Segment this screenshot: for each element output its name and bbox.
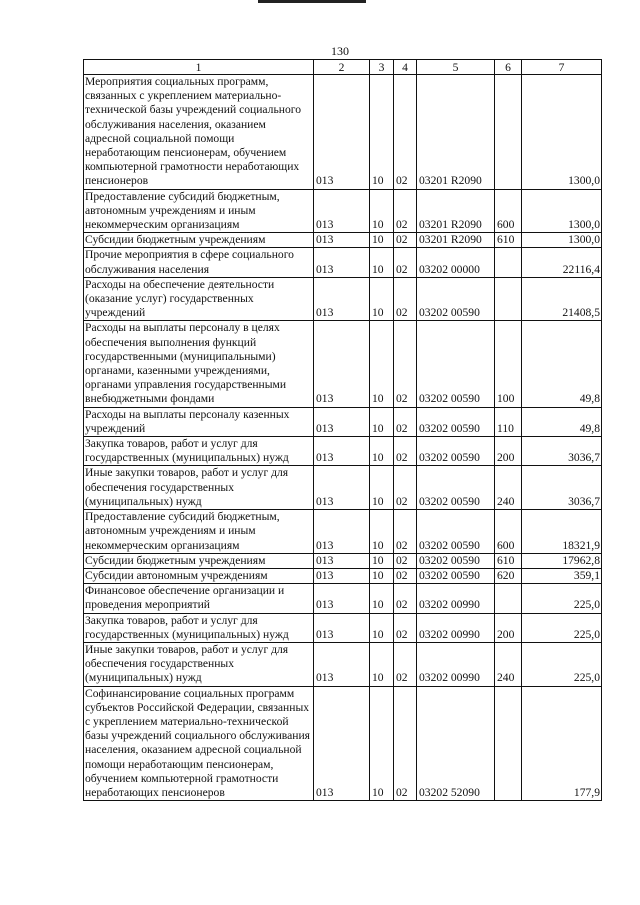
row-col-3: 10	[370, 75, 394, 190]
row-name: Мероприятия социальных программ, связанных с укреплением материально-технической базы учреждений социального обслуживания населения, оказанием адресной социальной помощи неработающим пенсионерам, обучением компьютерной грамотности неработающих пенсионеров	[84, 75, 314, 190]
page-number: 130	[331, 44, 349, 58]
table-row	[84, 407, 602, 436]
row-col-2: 013	[314, 686, 370, 801]
row-col-2: 013	[314, 407, 370, 436]
row-col-5: 03202 00590	[417, 466, 495, 510]
header-col-1: 1	[84, 60, 314, 75]
row-col-2: 013	[314, 553, 370, 568]
row-col-6: 600	[495, 189, 522, 233]
table-row	[84, 568, 602, 583]
row-name: Финансовое обеспечение организации и проведения мероприятий	[84, 584, 314, 613]
row-amount: 177,9	[522, 686, 602, 801]
row-name: Иные закупки товаров, работ и услуг для обеспечения государственных (муниципальных) нужд	[84, 642, 314, 686]
row-col-5: 03202 00590	[417, 437, 495, 466]
row-col-5: 03202 00990	[417, 613, 495, 642]
row-col-3: 10	[370, 686, 394, 801]
table-row	[84, 553, 602, 568]
table-row	[84, 613, 602, 642]
row-col-6: 600	[495, 510, 522, 554]
row-col-5: 03202 00590	[417, 407, 495, 436]
row-col-5: 03202 00590	[417, 510, 495, 554]
header-col-5: 5	[417, 60, 495, 75]
row-col-6	[495, 277, 522, 321]
table-row	[84, 510, 602, 554]
row-col-6: 110	[495, 407, 522, 436]
row-col-6: 240	[495, 466, 522, 510]
row-col-5: 03202 00000	[417, 248, 495, 277]
row-amount: 3036,7	[522, 466, 602, 510]
row-col-3: 10	[370, 613, 394, 642]
header-col-3: 3	[370, 60, 394, 75]
row-col-2: 013	[314, 321, 370, 407]
row-col-2: 013	[314, 642, 370, 686]
row-col-3: 10	[370, 437, 394, 466]
row-col-4: 02	[394, 248, 417, 277]
row-col-6	[495, 248, 522, 277]
row-col-6	[495, 75, 522, 190]
row-name: Иные закупки товаров, работ и услуг для обеспечения государственных (муниципальных) нужд	[84, 466, 314, 510]
row-col-2: 013	[314, 613, 370, 642]
row-col-4: 02	[394, 189, 417, 233]
row-name: Субсидии бюджетным учреждениям	[84, 233, 314, 248]
row-col-6	[495, 584, 522, 613]
row-col-5: 03202 00590	[417, 321, 495, 407]
row-amount: 21408,5	[522, 277, 602, 321]
row-name: Расходы на обеспечение деятельности (оказание услуг) государственных учреждений	[84, 277, 314, 321]
row-col-3: 10	[370, 568, 394, 583]
table-row	[84, 321, 602, 407]
row-col-2: 013	[314, 189, 370, 233]
row-col-6: 610	[495, 553, 522, 568]
row-col-4: 02	[394, 510, 417, 554]
row-name: Предоставление субсидий бюджетным, автономным учреждениям и иным некоммерческим организациям	[84, 510, 314, 554]
table-row	[84, 75, 602, 190]
table-row	[84, 189, 602, 233]
row-col-4: 02	[394, 321, 417, 407]
table-row	[84, 686, 602, 801]
row-col-6	[495, 686, 522, 801]
row-amount: 225,0	[522, 642, 602, 686]
row-col-2: 013	[314, 568, 370, 583]
table-row	[84, 248, 602, 277]
row-amount: 22116,4	[522, 248, 602, 277]
row-col-5: 03201 R2090	[417, 75, 495, 190]
row-col-3: 10	[370, 553, 394, 568]
table-row	[84, 437, 602, 466]
row-col-4: 02	[394, 568, 417, 583]
row-col-3: 10	[370, 248, 394, 277]
header-col-2: 2	[314, 60, 370, 75]
row-amount: 1300,0	[522, 189, 602, 233]
row-col-3: 10	[370, 407, 394, 436]
row-col-5: 03202 00590	[417, 553, 495, 568]
row-col-6: 200	[495, 437, 522, 466]
row-name: Закупка товаров, работ и услуг для государственных (муниципальных) нужд	[84, 613, 314, 642]
row-col-6: 200	[495, 613, 522, 642]
row-name: Прочие мероприятия в сфере социального обслуживания населения	[84, 248, 314, 277]
row-col-4: 02	[394, 277, 417, 321]
row-name: Субсидии автономным учреждениям	[84, 568, 314, 583]
header-col-4: 4	[394, 60, 417, 75]
row-col-4: 02	[394, 75, 417, 190]
row-col-3: 10	[370, 642, 394, 686]
row-name: Расходы на выплаты персоналу в целях обеспечения выполнения функций государственными (муниципальными) органами, казенными учреждениями, органами управления государственными внебюджетными фондами	[84, 321, 314, 407]
row-amount: 1300,0	[522, 233, 602, 248]
header-col-6: 6	[495, 60, 522, 75]
row-col-4: 02	[394, 437, 417, 466]
row-col-2: 013	[314, 510, 370, 554]
row-amount: 359,1	[522, 568, 602, 583]
row-col-4: 02	[394, 407, 417, 436]
row-col-5: 03201 R2090	[417, 189, 495, 233]
row-col-4: 02	[394, 233, 417, 248]
row-col-2: 013	[314, 75, 370, 190]
row-amount: 225,0	[522, 584, 602, 613]
row-name: Закупка товаров, работ и услуг для государственных (муниципальных) нужд	[84, 437, 314, 466]
table-row	[84, 642, 602, 686]
row-col-3: 10	[370, 189, 394, 233]
row-amount: 3036,7	[522, 437, 602, 466]
row-name: Субсидии бюджетным учреждениям	[84, 553, 314, 568]
row-amount: 49,8	[522, 407, 602, 436]
header-row	[84, 60, 602, 75]
row-col-4: 02	[394, 642, 417, 686]
row-col-6: 240	[495, 642, 522, 686]
row-col-4: 02	[394, 466, 417, 510]
row-name: Софинансирование социальных программ субъектов Российской Федерации, связанных с укреплением материально-технической базы учреждений социального обслуживания населения, оказанием адресной социальной помощи неработающим пенсионерам, обучением компьютерной грамотности неработающих пенсионеров	[84, 686, 314, 801]
row-col-6: 610	[495, 233, 522, 248]
row-col-2: 013	[314, 437, 370, 466]
top-edge-mark	[258, 0, 366, 3]
row-col-2: 013	[314, 466, 370, 510]
row-col-3: 10	[370, 277, 394, 321]
row-col-5: 03202 00990	[417, 642, 495, 686]
row-col-2: 013	[314, 277, 370, 321]
table-row	[84, 466, 602, 510]
row-col-3: 10	[370, 466, 394, 510]
row-col-2: 013	[314, 233, 370, 248]
row-amount: 17962,8	[522, 553, 602, 568]
row-col-2: 013	[314, 584, 370, 613]
row-col-5: 03202 00590	[417, 277, 495, 321]
table-row	[84, 584, 602, 613]
row-amount: 49,8	[522, 321, 602, 407]
row-col-5: 03201 R2090	[417, 233, 495, 248]
row-amount: 225,0	[522, 613, 602, 642]
row-col-2: 013	[314, 248, 370, 277]
row-col-3: 10	[370, 510, 394, 554]
row-col-5: 03202 00990	[417, 584, 495, 613]
row-col-4: 02	[394, 686, 417, 801]
table-row	[84, 277, 602, 321]
row-col-3: 10	[370, 584, 394, 613]
row-col-5: 03202 00590	[417, 568, 495, 583]
row-col-6: 100	[495, 321, 522, 407]
row-col-3: 10	[370, 233, 394, 248]
row-col-4: 02	[394, 553, 417, 568]
row-col-4: 02	[394, 613, 417, 642]
header-col-7: 7	[522, 60, 602, 75]
row-amount: 18321,9	[522, 510, 602, 554]
row-name: Предоставление субсидий бюджетным, автономным учреждениям и иным некоммерческим организациям	[84, 189, 314, 233]
row-name: Расходы на выплаты персоналу казенных учреждений	[84, 407, 314, 436]
table-row	[84, 233, 602, 248]
row-amount: 1300,0	[522, 75, 602, 190]
row-col-5: 03202 52090	[417, 686, 495, 801]
row-col-6: 620	[495, 568, 522, 583]
row-col-3: 10	[370, 321, 394, 407]
budget-table	[83, 59, 602, 801]
row-col-4: 02	[394, 584, 417, 613]
